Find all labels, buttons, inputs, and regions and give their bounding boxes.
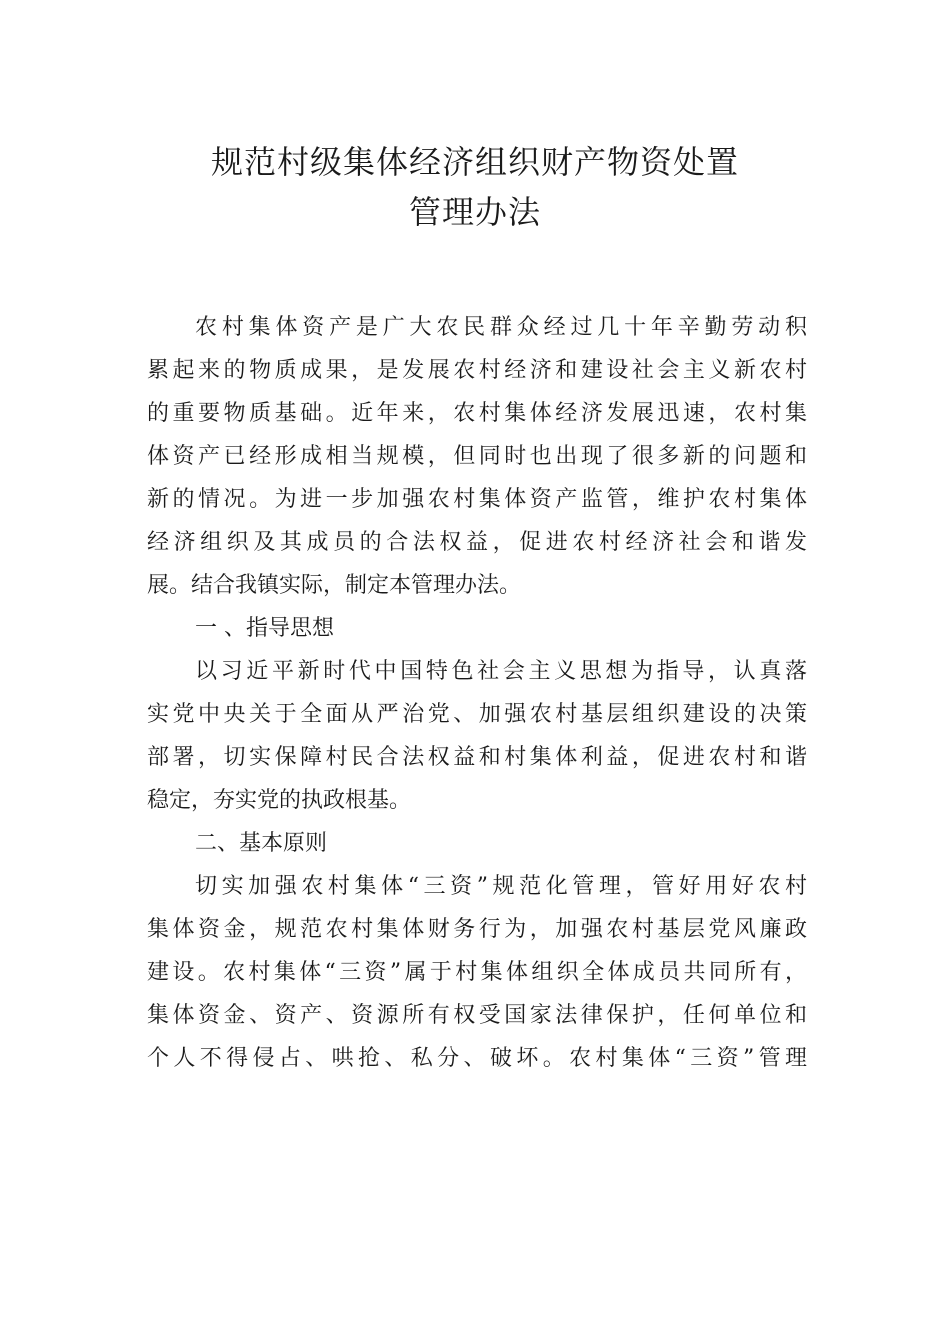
paragraph-line: 展。结合我镇实际，制定本管理办法。 xyxy=(147,573,522,598)
document-title-line-2: 管理办法 xyxy=(408,193,541,231)
paragraph-line: 切实加强农村集体“三资”规范化管理，管好用好农村 xyxy=(195,874,807,899)
paragraph-line: 以习近平新时代中国特色社会主义思想为指导，认真落 xyxy=(195,659,807,684)
paragraph-line: 集体资金、资产、资源所有权受国家法律保护，任何单位和 xyxy=(147,1003,807,1028)
paragraph-line: 农村集体资产是广大农民群众经过几十年辛勤劳动积 xyxy=(195,315,807,340)
paragraph-line: 的重要物质基础。近年来，农村集体经济发展迅速，农村集 xyxy=(147,401,807,426)
paragraph-line: 新的情况。为进一步加强农村集体资产监管，维护农村集体 xyxy=(147,487,807,512)
section-heading-basic-principles: 二、基本原则 xyxy=(195,831,328,856)
paragraph-line: 个人不得侵占、哄抢、私分、破坏。农村集体“三资”管理 xyxy=(147,1046,807,1071)
section-heading-guiding-ideology: 一 、指导思想 xyxy=(195,616,334,641)
paragraph-line: 部署，切实保障村民合法权益和村集体利益，促进农村和谐 xyxy=(147,745,807,770)
paragraph-line: 建设。农村集体“三资”属于村集体组织全体成员共同所有， xyxy=(147,960,807,985)
paragraph-line: 稳定，夯实党的执政根基。 xyxy=(147,788,412,813)
paragraph-line: 经济组织及其成员的合法权益，促进农村经济社会和谐发 xyxy=(147,530,807,555)
document-title-line-1: 规范村级集体经济组织财产物资处置 xyxy=(210,143,739,181)
document-body xyxy=(147,306,807,1080)
paragraph-line: 体资产已经形成相当规模，但同时也出现了很多新的问题和 xyxy=(147,444,807,469)
paragraph-line: 实党中央关于全面从严治党、加强农村基层组织建设的决策 xyxy=(147,702,807,727)
paragraph-line: 累起来的物质成果，是发展农村经济和建设社会主义新农村 xyxy=(147,358,807,383)
paragraph-line: 集体资金，规范农村集体财务行为，加强农村基层党风廉政 xyxy=(147,917,807,942)
